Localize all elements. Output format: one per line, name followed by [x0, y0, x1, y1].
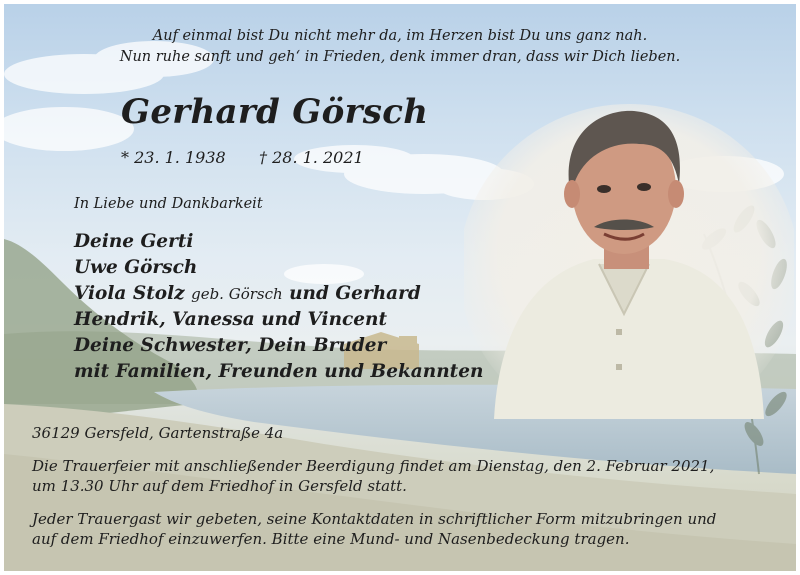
address: 36129 Gersfeld, Gartenstraße 4a — [32, 424, 284, 442]
notice-line-1: Jeder Trauergast wir gebeten, seine Kontaktdaten in schriftlicher Form mitzubringen und — [32, 510, 717, 528]
intro-text: In Liebe und Dankbarkeit — [74, 196, 263, 212]
family-line-3 — [74, 281, 421, 307]
family-line-3-name: Viola Stolz — [74, 283, 185, 304]
notice-line-2: auf dem Friedhof einzuwerfen. Bitte eine Mund- und Nasenbedeckung tragen. — [32, 530, 630, 548]
funeral-line-1: Die Trauerfeier mit anschließender Beerdigung findet am Dienstag, den 2. Februar 2021, — [32, 457, 715, 475]
family-line-5: Deine Schwester, Dein Bruder — [74, 335, 387, 356]
portrait-photo — [464, 99, 794, 419]
birth-date: * 23. 1. 1938 — [121, 148, 226, 167]
family-line-6: mit Familien, Freunden und Bekannten — [74, 361, 484, 382]
deceased-name: Gerhard Görsch — [121, 92, 429, 132]
death-date: † 28. 1. 2021 — [259, 148, 364, 167]
family-line-3-rest: und Gerhard — [289, 283, 421, 304]
poem-line-1: Auf einmal bist Du nicht mehr da, im Herzen bist Du uns ganz nah. — [152, 28, 648, 44]
family-line-1: Deine Gerti — [74, 231, 194, 252]
obituary-card — [4, 4, 796, 571]
family-line-2: Uwe Görsch — [74, 257, 198, 278]
poem-line-2: Nun ruhe sanft und geh‘ in Frieden, denk immer dran, dass wir Dich lieben. — [119, 49, 681, 65]
funeral-line-2: um 13.30 Uhr auf dem Friedhof in Gersfeld statt. — [32, 477, 407, 495]
family-line-3-geb: geb. Görsch — [191, 285, 283, 303]
family-line-4: Hendrik, Vanessa und Vincent — [74, 309, 388, 330]
